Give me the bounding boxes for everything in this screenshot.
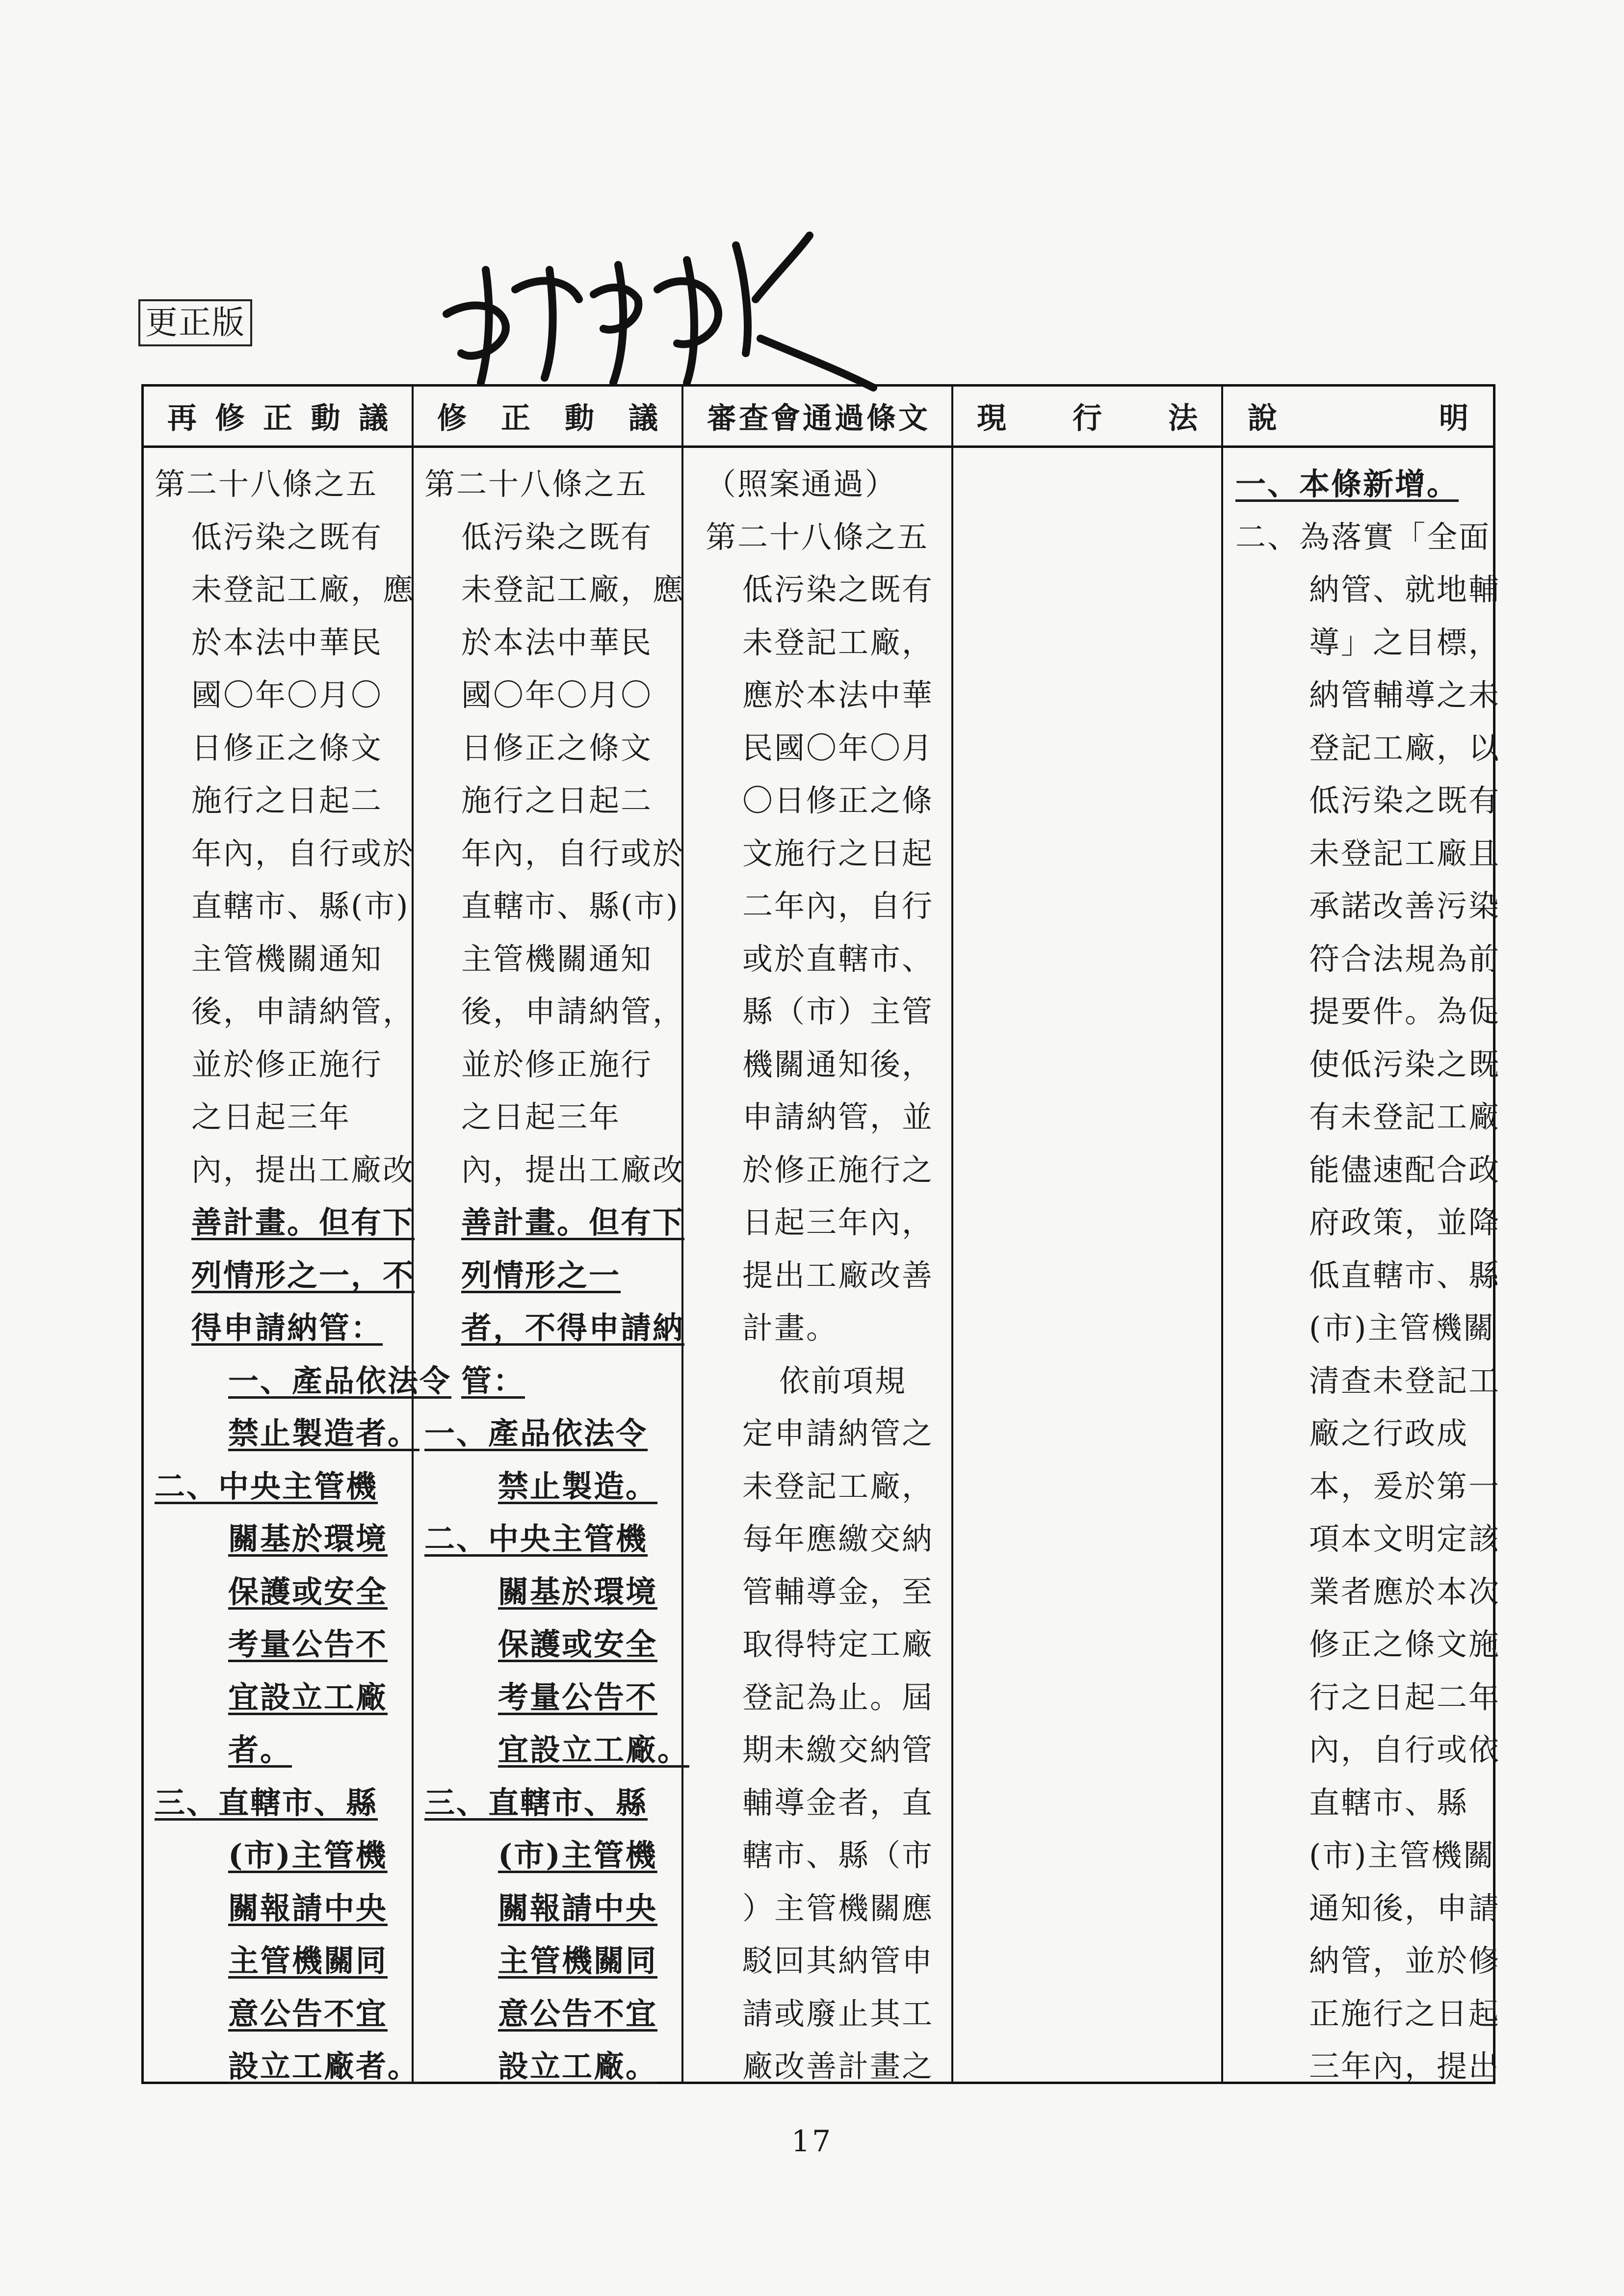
text-line: 正施行之日起 — [1309, 1995, 1501, 2032]
text-line: 後，申請納管， — [191, 993, 415, 1029]
text-line: 保護或安全 — [498, 1626, 658, 1662]
text-line: 未登記工廠，應 — [191, 572, 415, 607]
text-line: 未登記工廠，應 — [461, 572, 685, 607]
text-line: 依前項規 — [779, 1362, 907, 1399]
text-line: 三、直轄市、縣 — [424, 1784, 648, 1821]
text-line: 提出工廠改善 — [742, 1257, 934, 1293]
text-line: 未登記工廠， — [742, 624, 934, 660]
text-line: 納管，並於修 — [1309, 1943, 1501, 1979]
header-label: 現行法 — [977, 401, 1198, 436]
body-col-explanation — [1223, 448, 1501, 2084]
text-line: 低直轄市、縣 — [1309, 1257, 1501, 1293]
table-header-row — [144, 387, 1493, 448]
handwritten-signature — [432, 216, 903, 402]
body-col-amendment-motion — [414, 448, 690, 2084]
text-line: 三年內，提出 — [1309, 2048, 1501, 2084]
text-line: 修正之條文施 — [1309, 1626, 1501, 1662]
text-line: 低污染之既有 — [742, 572, 934, 607]
text-line: 內，提出工廠改 — [191, 1151, 415, 1188]
header-cell-col2 — [414, 387, 683, 445]
text-line: 管輔導金，至 — [742, 1573, 934, 1610]
text-line: 得申請納管： — [191, 1310, 383, 1346]
header-label: 修正動議 — [437, 401, 658, 436]
text-line: 關報請中央 — [498, 1890, 658, 1926]
text-line: 二、中央主管機 — [424, 1521, 648, 1557]
text-line: 宜設立工廠。 — [498, 1732, 690, 1768]
text-line: 直轄市、縣 — [1309, 1784, 1469, 1821]
text-line: 二、中央主管機 — [155, 1468, 378, 1504]
header-label: 審查會通過條文 — [707, 401, 928, 436]
text-line: 國〇年〇月〇 — [191, 677, 383, 713]
text-line: 年內，自行或於 — [461, 835, 685, 871]
text-line: 關基於環境 — [498, 1573, 658, 1610]
text-line: 者，不得申請納 — [461, 1310, 685, 1346]
header-cell-col4 — [953, 387, 1223, 445]
text-line: 設立工廠者。 — [228, 2048, 420, 2084]
text-line: 年內，自行或於 — [191, 835, 415, 871]
text-line: 後，申請納管， — [461, 993, 685, 1029]
text-line: 並於修正施行 — [191, 1046, 383, 1082]
text-line: 主管機關同 — [228, 1943, 388, 1979]
text-line: 意公告不宜 — [228, 1995, 388, 2032]
body-col-committee-text — [683, 448, 953, 2082]
version-label: 更正版 — [138, 299, 252, 346]
text-line: 禁止製造者。 — [228, 1415, 420, 1451]
text-line: 主管機關通知 — [461, 940, 653, 977]
text-line: 廠之行政成 — [1309, 1415, 1469, 1451]
text-line: 低污染之既有 — [461, 519, 653, 555]
text-line: 考量公告不 — [228, 1626, 388, 1662]
header-cell-col3 — [683, 387, 953, 445]
text-line: 機關通知後， — [742, 1046, 934, 1082]
text-line: 應於本法中華 — [742, 677, 934, 713]
text-line: 低污染之既有 — [191, 519, 383, 555]
text-line: 納管、就地輔 — [1309, 572, 1501, 607]
text-line: 申請納管，並 — [742, 1099, 934, 1135]
text-line: 於本法中華民 — [191, 624, 383, 660]
text-line: ）主管機關應 — [742, 1890, 934, 1926]
text-line: 提要件。為促 — [1309, 993, 1501, 1029]
text-line: 並於修正施行 — [461, 1046, 653, 1082]
text-line: 日修正之條文 — [191, 730, 383, 766]
text-line: 宜設立工廠 — [228, 1679, 388, 1715]
text-line: 之日起三年 — [191, 1099, 351, 1135]
text-line: 行之日起二年 — [1309, 1679, 1501, 1715]
text-line: 設立工廠。 — [498, 2048, 658, 2084]
text-line: (市)主管機 — [228, 1837, 388, 1873]
text-line: 每年應繳交納 — [742, 1521, 934, 1557]
text-line: 善計畫。但有下 — [461, 1204, 685, 1240]
text-line: 一、本條新增。 — [1235, 466, 1459, 502]
text-line: 使低污染之既 — [1309, 1046, 1501, 1082]
text-line: 文施行之日起 — [742, 835, 934, 871]
text-line: 能儘速配合政 — [1309, 1151, 1501, 1188]
body-col-revised-motion — [144, 448, 452, 2084]
text-line: 請或廢止其工 — [742, 1995, 934, 2032]
text-line: 主管機關通知 — [191, 940, 383, 977]
text-line: 於修正施行之 — [742, 1151, 934, 1188]
header-label: 再修正動議 — [167, 401, 388, 436]
text-line: 列情形之一 — [461, 1257, 621, 1293]
text-line: 轄市、縣（市 — [742, 1837, 934, 1873]
text-line: 內，提出工廠改 — [461, 1151, 685, 1188]
text-line: 承諾改善污染 — [1309, 888, 1501, 924]
text-line: 或於直轄市、 — [742, 940, 934, 977]
text-line: 清查未登記工 — [1309, 1362, 1501, 1399]
text-line: 第二十八條之五 — [706, 519, 929, 555]
text-line: (市)主管機關 — [1309, 1310, 1495, 1346]
text-line: 列情形之一，不 — [191, 1257, 415, 1293]
text-line: 業者應於本次 — [1309, 1573, 1501, 1610]
text-line: 施行之日起二 — [191, 783, 383, 818]
header-cell-col1 — [144, 387, 414, 445]
text-line: 內，自行或依 — [1309, 1732, 1501, 1768]
text-line: 一、產品依法令 — [424, 1415, 648, 1451]
text-line: 二、為落實「全面 — [1235, 519, 1491, 555]
text-line: 者。 — [228, 1732, 292, 1768]
text-line: 直轄市、縣(市) — [461, 888, 680, 924]
text-line: 未登記工廠且 — [1309, 835, 1501, 871]
text-line: 考量公告不 — [498, 1679, 658, 1715]
text-line: 〇日修正之條 — [742, 783, 934, 818]
text-line: 施行之日起二 — [461, 783, 653, 818]
text-line: 關報請中央 — [228, 1890, 388, 1926]
text-line: 定申請納管之 — [742, 1415, 934, 1451]
header-cell-col5 — [1223, 387, 1493, 445]
text-line: 國〇年〇月〇 — [461, 677, 653, 713]
text-line: (市)主管機關 — [1309, 1837, 1495, 1873]
text-line: 三、直轄市、縣 — [155, 1784, 378, 1821]
page-number: 17 — [791, 2124, 833, 2159]
text-line: 禁止製造。 — [498, 1468, 658, 1504]
text-line: 登記工廠，以 — [1309, 730, 1501, 766]
text-line: 項本文明定該 — [1309, 1521, 1501, 1557]
text-line: 民國〇年〇月 — [742, 730, 934, 766]
text-line: 管： — [461, 1362, 525, 1399]
text-line: 通知後，申請 — [1309, 1890, 1501, 1926]
text-line: 於本法中華民 — [461, 624, 653, 660]
text-line: （照案通過） — [706, 466, 897, 502]
text-line: 輔導金者，直 — [742, 1784, 934, 1821]
text-line: 二年內，自行 — [742, 888, 934, 924]
text-line: 縣（市）主管 — [742, 993, 934, 1029]
text-line: 第二十八條之五 — [155, 466, 378, 502]
table-body — [144, 448, 1501, 2084]
text-line: 府政策，並降 — [1309, 1204, 1501, 1240]
body-col-current-law — [953, 448, 1223, 2082]
text-line: 符合法規為前 — [1309, 940, 1501, 977]
text-line: 本，爰於第一 — [1309, 1468, 1501, 1504]
text-line: 一、產品依法令 — [228, 1362, 452, 1399]
comparison-table — [141, 384, 1501, 2084]
text-line: 日起三年內， — [742, 1204, 934, 1240]
text-line: 登記為止。屆 — [742, 1679, 934, 1715]
text-line: 期未繳交納管 — [742, 1732, 934, 1768]
text-line: 計畫。 — [742, 1310, 838, 1346]
text-line: 善計畫。但有下 — [191, 1204, 415, 1240]
text-line: 納管輔導之未 — [1309, 677, 1501, 713]
text-line: 導」之目標， — [1309, 624, 1501, 660]
text-line: 低污染之既有 — [1309, 783, 1501, 818]
text-line: 廠改善計畫之 — [742, 2048, 934, 2084]
text-line: 取得特定工廠 — [742, 1626, 934, 1662]
text-line: 未登記工廠， — [742, 1468, 934, 1504]
text-line: 有未登記工廠 — [1309, 1099, 1501, 1135]
text-line: 關基於環境 — [228, 1521, 388, 1557]
text-line: 直轄市、縣(市) — [191, 888, 410, 924]
text-line: 之日起三年 — [461, 1099, 621, 1135]
text-line: 保護或安全 — [228, 1573, 388, 1610]
text-line: 主管機關同 — [498, 1943, 658, 1979]
text-line: (市)主管機 — [498, 1837, 657, 1873]
text-line: 駁回其納管申 — [742, 1943, 934, 1979]
text-line: 第二十八條之五 — [424, 466, 648, 502]
text-line: 意公告不宜 — [498, 1995, 658, 2032]
text-line: 日修正之條文 — [461, 730, 653, 766]
header-label: 說明 — [1248, 401, 1468, 436]
